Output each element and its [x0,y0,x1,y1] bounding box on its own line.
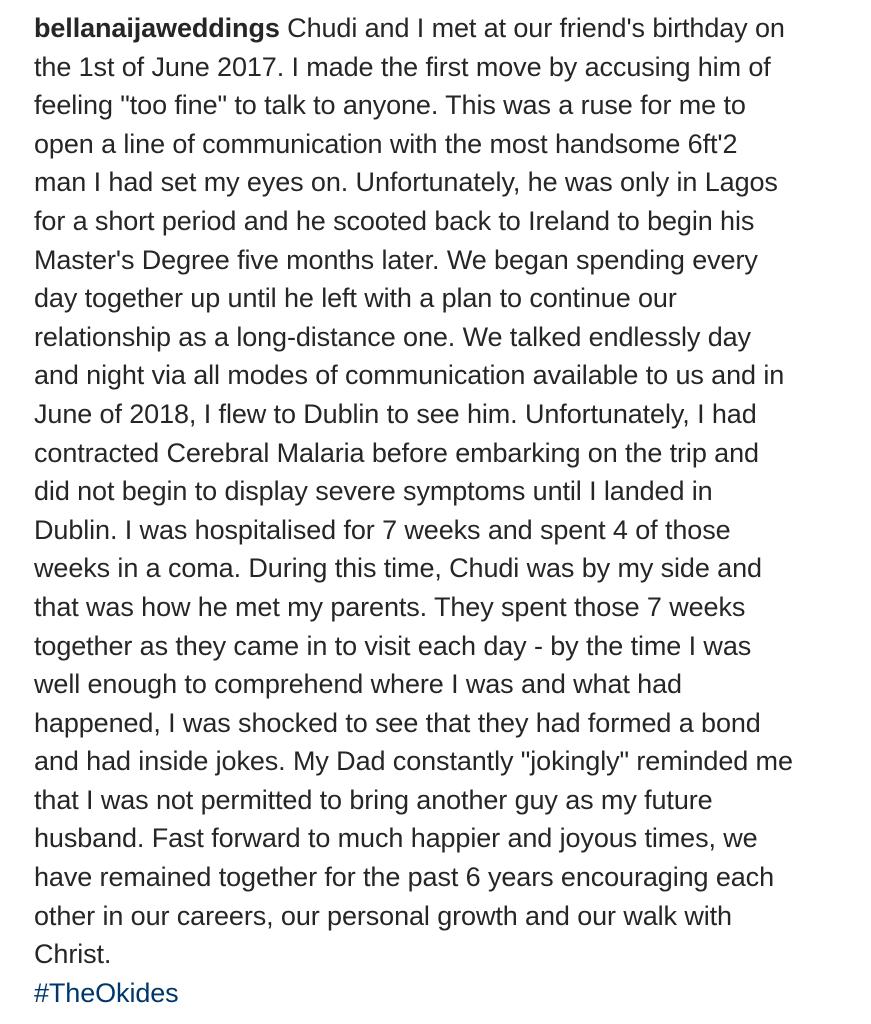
username-link[interactable]: bellanaijaweddings [34,13,280,43]
caption-line: contracted Cerebral Malaria before embarking on the trip and [34,437,759,468]
caption-line: and had inside jokes. My Dad constantly "jokingly" reminded me [34,746,793,777]
caption-line: that I was not permitted to bring another guy as my future [34,784,713,815]
caption-line: the 1st of June 2017. I made the first move by accusing him of [34,51,771,82]
caption-line: and night via all modes of communication available to us and in [34,360,785,391]
caption-line: open a line of communication with the most handsome 6ft'2 [34,128,738,159]
post-caption [34,9,869,1012]
caption-line: day together up until he left with a plan to continue our [34,283,677,314]
caption-line: happened, I was shocked to see that they had formed a bond [34,707,761,738]
caption-line: did not begin to display severe symptoms until I landed in [34,476,713,507]
caption-line: Dublin. I was hospitalised for 7 weeks and spent 4 of those [34,514,731,545]
caption-line [34,9,869,48]
caption-line [34,974,869,1013]
caption-line: for a short period and he scooted back to Ireland to begin his [34,205,755,236]
caption-line: Master's Degree five months later. We began spending every [34,244,758,275]
caption-line: June of 2018, I flew to Dublin to see him. Unfortunately, I had [34,398,757,429]
caption-line: relationship as a long-distance one. We talked endlessly day [34,321,751,352]
caption-line: have remained together for the past 6 years encouraging each [34,862,774,893]
caption-line: man I had set my eyes on. Unfortunately, he was only in Lagos [34,167,778,198]
caption-line: husband. Fast forward to much happier and joyous times, we [34,823,758,854]
caption-line: well enough to comprehend where I was and what had [34,669,682,700]
hashtag-link[interactable]: #TheOkides [34,977,179,1008]
caption-text: Chudi and I met at our friend's birthday on [279,13,785,43]
caption-line: that was how he met my parents. They spent those 7 weeks [34,591,746,622]
caption-line: Christ. [34,939,112,970]
caption-line: together as they came in to visit each day - by the time I was [34,630,752,661]
caption-line: feeling "too fine" to talk to anyone. This was a ruse for me to [34,90,746,121]
caption-line: other in our careers, our personal growth and our walk with [34,900,732,931]
caption-line: weeks in a coma. During this time, Chudi was by my side and [34,553,762,584]
